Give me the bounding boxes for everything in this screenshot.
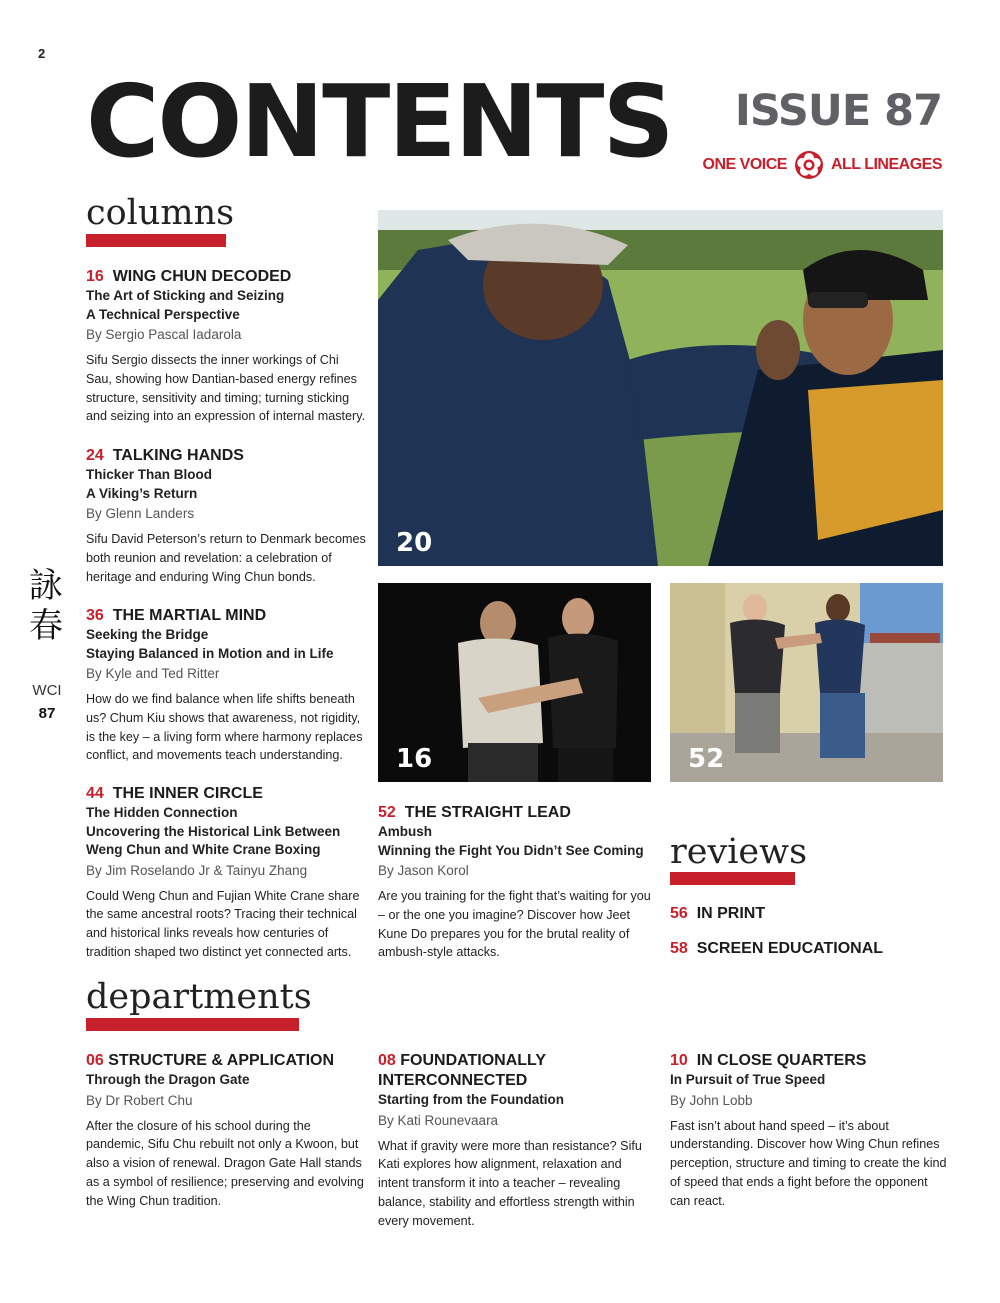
entry-subtitle: Staying Balanced in Motion and in Life	[86, 645, 334, 661]
entry-subtitle: Winning the Fight You Didn’t See Coming	[378, 842, 644, 858]
review-item[interactable]	[670, 905, 765, 923]
entry-author: By John Lobb	[670, 1092, 753, 1108]
photo-page-52[interactable]	[670, 583, 943, 782]
entry-subtitle: A Viking’s Return	[86, 485, 198, 501]
entry-subtitle: The Hidden Connection	[86, 805, 238, 820]
tagline	[703, 150, 942, 180]
department-entry[interactable]	[86, 1051, 366, 1210]
tagline-right: ALL LINEAGES	[830, 156, 942, 173]
entry-title-text: FOUNDATIONALLY	[400, 1052, 547, 1069]
entry-page-number: 44	[86, 785, 104, 802]
entry-author: By Sergio Pascal Iadarola	[86, 327, 242, 342]
chinese-char-chun: 春	[29, 606, 63, 646]
entry-title-text: STRUCTURE & APPLICATION	[108, 1052, 335, 1069]
entry-title	[670, 1051, 950, 1071]
entry-subtitle: A Technical Perspective	[86, 306, 240, 322]
entry-description: What if gravity were more than resistance? Sifu Kati explores how alignment, relaxation and intent transform it into a teacher – revealing balance, stability and effortless strength within every movement.	[378, 1138, 642, 1228]
department-entry[interactable]	[378, 1051, 653, 1230]
entry-subtitle: In Pursuit of True Speed	[670, 1072, 826, 1087]
entry-title-text: THE STRAIGHT LEAD	[404, 804, 571, 821]
entry-title	[378, 1051, 653, 1071]
entry-description: Sifu David Peterson’s return to Denmark becomes both reunion and revelation: a celebration of heritage and enduring Wing Chun bonds.	[86, 532, 366, 584]
entry-description: After the closure of his school during the pandemic, Sifu Chu rebuilt not only a Kwoon, but also a vision of renewal. Dragon Gate Hall stands as a symbol of resilience; preserving and evolving the Wing Chun tradition.	[86, 1118, 364, 1208]
entry-title	[86, 446, 366, 466]
columns-heading-bar	[86, 234, 226, 247]
photo-page-16-label: 16	[396, 744, 433, 774]
entry-page-number: 36	[86, 607, 104, 624]
entry-title	[86, 1051, 366, 1071]
entry-title-line2: INTERCONNECTED	[378, 1072, 528, 1089]
entry-subtitle: Ambush	[378, 824, 432, 839]
photo-page-16[interactable]	[378, 583, 651, 782]
entry-title-text: TALKING HANDS	[112, 447, 244, 464]
entry-title	[86, 267, 366, 287]
review-page-number: 56	[670, 905, 688, 922]
entry-subtitle: The Art of Sticking and Seizing	[86, 288, 285, 303]
entry-title	[86, 606, 366, 626]
entry-page-number: 16	[86, 268, 104, 285]
entry-title-text: WING CHUN DECODED	[112, 268, 292, 285]
column-entry[interactable]	[86, 784, 366, 962]
departments-heading: departments	[86, 977, 312, 1017]
entry-title-text: THE INNER CIRCLE	[112, 785, 263, 802]
review-title: IN PRINT	[696, 905, 766, 922]
entry-title	[86, 784, 366, 804]
entry-page-number: 10	[670, 1052, 688, 1069]
main-photo-page-label: 20	[396, 528, 433, 558]
column-entry[interactable]	[86, 446, 366, 586]
entry-page-number: 52	[378, 804, 396, 821]
entry-description: Could Weng Chun and Fujian White Crane share the same ancestral roots? Tracing their technical and historical links reveals how centuries of tradition shaped two distinct yet connected arts.	[86, 888, 360, 959]
reviews-heading: reviews	[670, 832, 808, 872]
review-item[interactable]	[670, 940, 883, 958]
entry-page-number: 06	[86, 1052, 104, 1069]
sidebar-label: WCI	[32, 682, 62, 699]
entry-author: By Kati Rounevaara	[378, 1112, 499, 1128]
department-entry[interactable]	[670, 1051, 950, 1210]
departments-heading-bar	[86, 1018, 299, 1031]
entry-author: By Dr Robert Chu	[86, 1092, 193, 1108]
reviews-heading-bar	[670, 872, 795, 885]
entry-subtitle: Weng Chun and White Crane Boxing	[86, 842, 321, 857]
entry-title	[378, 803, 653, 823]
entry-title-text: THE MARTIAL MIND	[112, 607, 267, 624]
issue-number: ISSUE 87	[734, 86, 942, 136]
entry-description: Are you training for the fight that’s waiting for you – or the one you imagine? Discover how Jeet Kune Do prepares you for the brutal reality of ambush-style attacks.	[378, 889, 651, 960]
chinese-char-wing: 詠	[29, 566, 63, 606]
sidebar-issue-number: 87	[38, 705, 56, 722]
entry-subtitle: Starting from the Foundation	[378, 1092, 564, 1107]
entry-author: By Glenn Landers	[86, 506, 195, 521]
column-entry[interactable]	[378, 803, 653, 962]
entry-author: By Kyle and Ted Ritter	[86, 666, 220, 681]
lotus-seal-icon	[794, 150, 824, 180]
page-number: 2	[38, 46, 46, 61]
main-photo-image	[378, 210, 943, 566]
photo-page-52-label: 52	[688, 744, 725, 774]
entry-author: By Jason Korol	[378, 863, 469, 878]
main-photo[interactable]	[378, 210, 943, 566]
tagline-left: ONE VOICE	[702, 156, 787, 173]
entry-description: How do we find balance when life shifts beneath us? Chum Kiu shows that awareness, not rigidity, is the key – a living form where harmony replaces conflict, and movements teach understanding.	[86, 692, 363, 763]
review-page-number: 58	[670, 940, 688, 957]
review-title: SCREEN EDUCATIONAL	[696, 940, 884, 957]
entry-subtitle: Through the Dragon Gate	[86, 1072, 250, 1087]
entry-description: Sifu Sergio dissects the inner workings of Chi Sau, showing how Dantian-based energy refines structure, sensitivity and timing; turning sticking and seizing into an expression of internal mastery.	[86, 353, 366, 424]
entry-page-number: 08	[378, 1052, 396, 1069]
chinese-characters	[26, 566, 66, 646]
entry-subtitle: Thicker Than Blood	[86, 467, 213, 482]
entry-author: By Jim Roselando Jr & Tainyu Zhang	[86, 862, 308, 878]
entry-title-text: IN CLOSE QUARTERS	[696, 1052, 867, 1069]
entry-subtitle: Seeking the Bridge	[86, 627, 209, 642]
column-entry[interactable]	[86, 606, 366, 765]
entry-subtitle: Uncovering the Historical Link Between	[86, 823, 341, 839]
column-entry[interactable]	[86, 267, 366, 426]
page-title: CONTENTS	[86, 63, 673, 180]
entry-page-number: 24	[86, 447, 104, 464]
columns-heading: columns	[86, 193, 235, 233]
entry-description: Fast isn’t about hand speed – it’s about understanding. Discover how Wing Chun refines perception, structure and timing to create the kind of speed that ends a fight before the opponent can react.	[670, 1118, 947, 1208]
